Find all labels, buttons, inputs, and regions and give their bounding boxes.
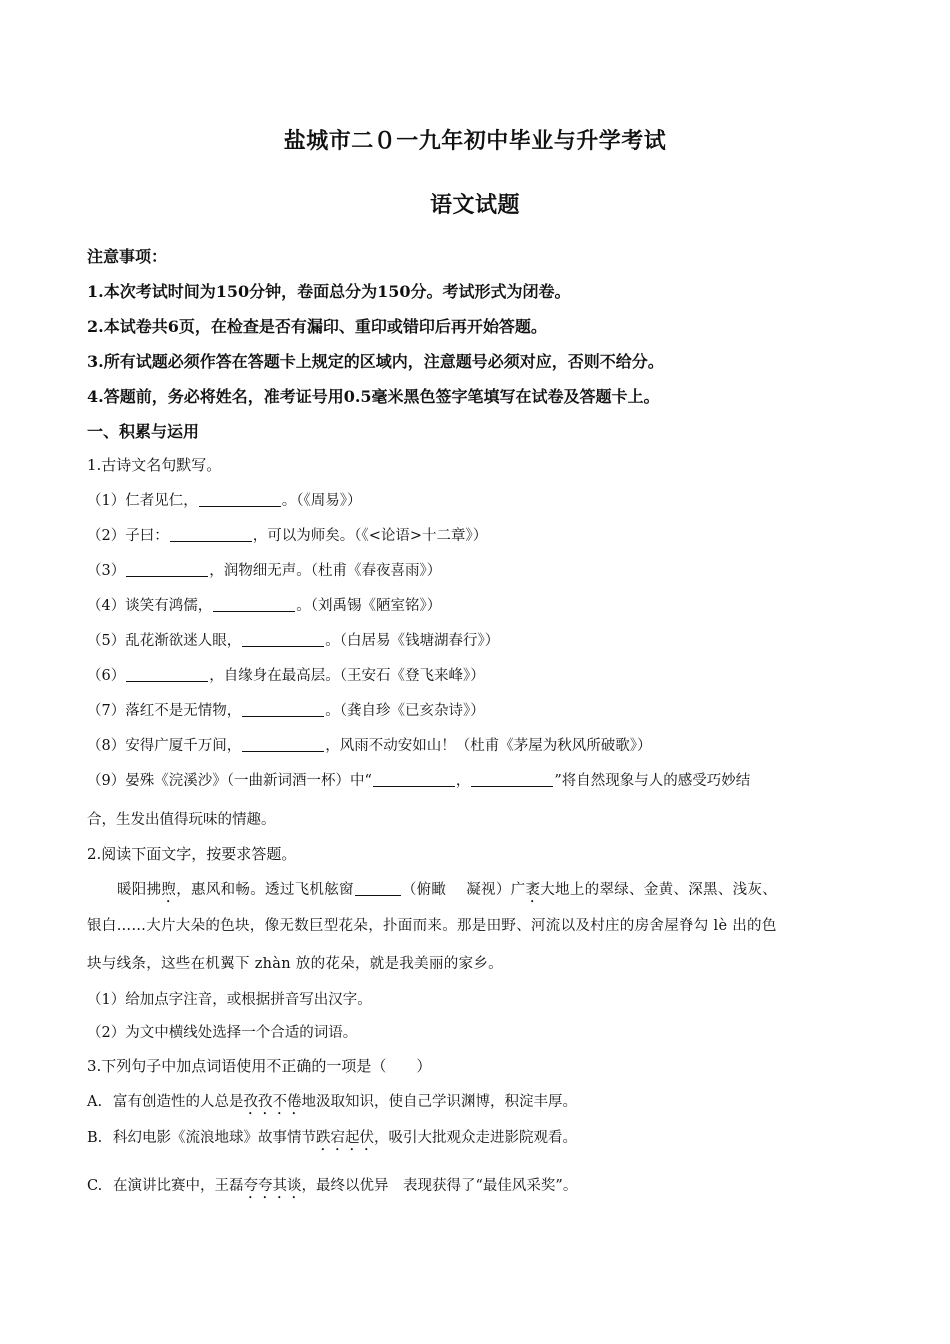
question-3-stem: 3.下列句子中加点词语使用不正确的一项是（ ） (87, 1057, 432, 1075)
option-a[interactable] (87, 1090, 877, 1118)
exam-title: 盐城市二０一九年初中毕业与升学考试 (283, 128, 667, 154)
option-label: C. (87, 1178, 103, 1194)
reading-paragraph-line-2: 银白……大片大朵的色块，像无数巨型花朵，扑面而来。那是田野、河流以及村庄的房舍屋脊勾 lè 出的色 (87, 918, 777, 934)
answer-blank[interactable] (199, 492, 281, 507)
question-1-item-8 (87, 734, 877, 755)
answer-blank[interactable] (213, 597, 295, 612)
option-text: 科幻电影《流浪地球》故事情节 (113, 1130, 316, 1146)
option-b[interactable] (87, 1126, 877, 1154)
answer-blank[interactable] (355, 881, 401, 896)
notice-item-2: 2.本试卷共6页，在检查是否有漏印、重印或错印后再开始答题。 (87, 317, 547, 336)
question-1-stem: 1.古诗文名句默写。 (87, 456, 222, 474)
answer-blank[interactable] (242, 737, 324, 752)
item-text-before: （4）谈笑有鸿儒， (87, 598, 213, 614)
item-text-before: （8）安得广厦千万间， (87, 738, 242, 754)
question-2-sub-2: （2）为文中横线处选择一个合适的词语。 (87, 1025, 358, 1041)
item-text-before: （3） (87, 563, 126, 579)
item-text-before: （2）子曰： (87, 528, 169, 544)
dotted-phrase: 跌宕起伏 (316, 1130, 374, 1146)
reading-paragraph-line-3: 块与线条，这些在机翼下 zhàn 放的花朵，就是我美丽的家乡。 (87, 956, 503, 972)
item-text-after: 。（刘禹锡《陋室铭》） (296, 598, 442, 614)
reading-text: （俯瞰 (401, 882, 447, 898)
notice-heading: 注意事项： (87, 247, 168, 266)
section-heading: 一、积累与运用 (87, 422, 200, 441)
answer-blank[interactable] (373, 772, 455, 787)
question-1-item-4 (87, 594, 877, 615)
option-text: ，吸引大批观众走进影院观看。 (374, 1130, 577, 1146)
item-text-after: ，自缘身在最高层。（王安石《登飞来峰》） (209, 668, 485, 684)
reading-text: 暖阳拂 (117, 882, 162, 898)
option-text: ，最终以优异 表现获得了“最佳风采奖”。 (301, 1178, 578, 1194)
notice-item-4: 4.答题前，务必将姓名，准考证号用0.5毫米黑色签字笔填写在试卷及答题卡上。 (87, 387, 660, 406)
item-text-after: ，风雨不动安如山！（杜甫《茅屋为秋风所破歌》） (325, 738, 652, 754)
item-text-after: 。（白居易《钱塘湖春行》） (325, 633, 500, 649)
question-1-item-3 (87, 559, 877, 580)
answer-blank[interactable] (471, 772, 553, 787)
question-1-item-2 (87, 524, 877, 545)
item-text-before: （5）乱花渐欲迷人眼， (87, 633, 242, 649)
question-1-item-5 (87, 629, 877, 650)
item-text-before: （7）落红不是无情物， (87, 703, 242, 719)
question-1-item-1 (87, 489, 877, 510)
exam-subtitle: 语文试题 (429, 192, 520, 218)
notice-item-1: 1.本次考试时间为150分钟，卷面总分为150分。考试形式为闭卷。 (87, 282, 571, 301)
item-text-before: （6） (87, 668, 126, 684)
answer-blank[interactable] (242, 632, 324, 647)
reading-text: 凝视）广 (466, 882, 526, 898)
answer-blank[interactable] (242, 702, 324, 717)
answer-blank[interactable] (126, 562, 208, 577)
option-text: 在演讲比赛中，王磊 (113, 1178, 244, 1194)
question-1-item-6 (87, 664, 877, 685)
dotted-phrase: 孜孜不倦 (243, 1094, 302, 1110)
item-text-before: （9）晏殊《浣溪沙》（一曲新词酒一杯）中“ (87, 773, 372, 789)
notice-item-3: 3.所有试题必须作答在答题卡上规定的区域内，注意题号必须对应，否则不给分。 (87, 352, 664, 371)
option-text: 富有创造性的人总是 (113, 1094, 244, 1110)
question-1-item-9-cont: 合，生发出值得玩味的情趣。 (87, 812, 276, 828)
item-text-before: （1）仁者见仁， (87, 493, 198, 509)
reading-text: 大地上的翠绿、金黄、深黑、浅灰、 (540, 882, 778, 898)
item-text-after: ，可以为师矣。（《<论语>十二章》） (252, 528, 488, 544)
question-2-stem: 2.阅读下面文字，按要求答题。 (87, 845, 297, 863)
option-c[interactable] (87, 1174, 877, 1202)
option-label: A. (87, 1094, 103, 1110)
item-text-mid: ， (455, 773, 471, 789)
option-text: 地汲取知识，使自己学识渊博，积淀丰厚。 (301, 1094, 577, 1110)
reading-paragraph-line-1 (117, 878, 907, 906)
answer-blank[interactable] (126, 667, 208, 682)
dotted-char: 袤 (525, 882, 541, 898)
item-text-after: 。（《周易》） (281, 493, 362, 509)
question-1-item-9 (87, 769, 877, 790)
dotted-phrase: 夸夸其谈 (243, 1178, 302, 1194)
item-text-after: 。（龚自珍《已亥杂诗》） (325, 703, 485, 719)
reading-text: ，惠风和畅。透过飞机舷窗 (176, 882, 354, 898)
dotted-char: 煦 (161, 882, 177, 898)
question-1-item-7 (87, 699, 877, 720)
option-label: B. (87, 1130, 103, 1146)
answer-blank[interactable] (170, 527, 252, 542)
question-2-sub-1: （1）给加点字注音，或根据拼音写出汉字。 (87, 992, 372, 1008)
item-text-after: ，润物细无声。（杜甫《春夜喜雨》） (209, 563, 442, 579)
item-text-after: ”将自然现象与人的感受巧妙结 (554, 773, 751, 789)
